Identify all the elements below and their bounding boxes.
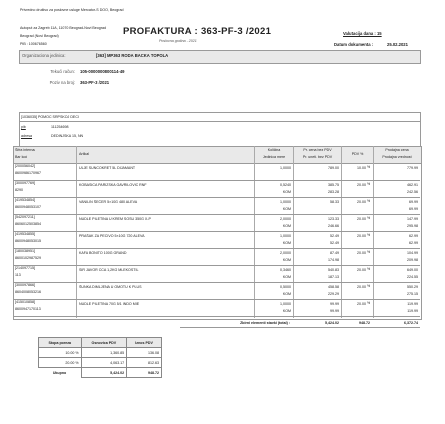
- row-unit: KOM: [282, 190, 291, 194]
- row-pdv: 20.00: [357, 268, 366, 272]
- customer-pib: 111254698: [51, 125, 69, 129]
- row-unit: KOM: [282, 292, 291, 296]
- row-barcode: 8600102987529: [15, 256, 41, 260]
- row-code: [200056042]: [15, 164, 35, 168]
- row-discount: 246.66: [328, 224, 339, 228]
- row-price: 87.49: [330, 251, 339, 255]
- row-discount: 52.49: [330, 241, 339, 245]
- row-name: PRAŠAK ZA PECIVO 5×10G 720 ALEVA: [79, 234, 145, 238]
- summary-rate-cell: 10.00 %: [39, 348, 82, 358]
- org-unit-value: [363] MP363 RODA BACKA TOPOLA: [96, 53, 169, 58]
- row-unit: KOM: [282, 309, 291, 313]
- col-price-header: Pr. cena bez PDV: [303, 148, 332, 152]
- company-pib: PIB : 100676560: [20, 42, 47, 46]
- document-date: 25.02.2021: [387, 42, 408, 47]
- row-qty: 0,5000: [280, 285, 291, 289]
- row-code: [415010858]: [15, 300, 35, 304]
- col-sale-value-header: Prodajna vrednost: [382, 155, 412, 159]
- row-price: 123.33: [328, 217, 339, 221]
- summary-total-label: Ukupno: [52, 370, 67, 375]
- row-code: [300097769]: [15, 181, 35, 185]
- summary-tax-header: Iznos PDV: [127, 338, 162, 348]
- customer-name: [1036035] POMOC SRPSKOJ DECI: [21, 115, 79, 119]
- row-vat-percent-sign: %: [367, 199, 371, 203]
- reference-label: Poziv na broj:: [49, 80, 75, 85]
- row-pcena: 69.99: [409, 200, 418, 204]
- row-pdv: 20.00: [357, 234, 366, 238]
- row-unit: KOM: [282, 207, 291, 211]
- row-vat-percent-sign: %: [367, 301, 371, 305]
- row-barcode: 113: [15, 273, 21, 277]
- row-code: [419534854]: [15, 198, 35, 202]
- totals-grand: 6,372.74: [404, 321, 418, 325]
- col-unit-header: Jedinica mere: [262, 155, 286, 159]
- row-barcode: 8600948053015: [15, 239, 41, 243]
- row-code: [180038951]: [15, 249, 35, 253]
- row-unit: KOM: [282, 275, 291, 279]
- row-unit: KOM: [282, 258, 291, 262]
- row-qty: 1,0000: [280, 302, 291, 306]
- row-pcena: 550.29: [407, 285, 418, 289]
- row-name: KOBASICA PARIZSKA GAVRILOVIC RNF: [79, 183, 147, 187]
- totals-base: 5,424.02: [325, 321, 339, 325]
- currency-days: Valutacija dana : 15: [343, 31, 382, 36]
- row-pcena: 147.99: [407, 217, 418, 221]
- customer-box: [19, 112, 421, 147]
- row-pdv: 20.00: [357, 183, 366, 187]
- summary-tax-cell: 812.63: [127, 358, 162, 368]
- row-unit: KOM: [282, 224, 291, 228]
- fiscal-year: Poslovna godina - 2021: [159, 39, 197, 43]
- row-pdv: 20.00: [357, 200, 366, 204]
- summary-total-base: 5,424.02: [81, 368, 127, 378]
- row-pvred: 62.99: [409, 241, 418, 245]
- row-pvred: 242.56: [407, 190, 418, 194]
- summary-rate-header: Stopa poreza: [39, 338, 82, 348]
- row-barcode: 8600947170113: [15, 307, 41, 311]
- row-name: ULJE SUNCOKRET 5L DIJAMANT: [79, 166, 136, 170]
- row-barcode: 8290: [15, 188, 23, 192]
- account-label: Tekući račun:: [50, 69, 75, 74]
- col-qty-header: Količina: [267, 148, 281, 152]
- row-pcena: 779.99: [407, 166, 418, 170]
- row-pcena: 62.99: [409, 234, 418, 238]
- row-pvred: 275.15: [407, 292, 418, 296]
- account-value: 105-0000000800114-49: [80, 69, 125, 74]
- row-discount: 229.29: [328, 292, 339, 296]
- row-vat-percent-sign: %: [367, 216, 371, 220]
- row-vat-percent-sign: %: [367, 165, 371, 169]
- row-pcena: 119.99: [407, 302, 418, 306]
- reference-value: 363-PF-3 /2021: [80, 80, 110, 85]
- row-barcode: 8604008053216: [15, 290, 41, 294]
- row-divider: [13, 316, 420, 317]
- summary-base-header: Osnovica PDV: [81, 338, 127, 348]
- row-pvred: 295.98: [407, 224, 418, 228]
- org-unit-label: Organizaciona jedinica:: [22, 53, 66, 58]
- customer-address: DEDINJSKA 15, NN: [51, 134, 84, 138]
- row-name: KAFA BONITO 100G GRAND: [79, 251, 127, 255]
- row-qty: 1,0000: [280, 234, 291, 238]
- summary-total-tax: 948.72: [127, 368, 162, 378]
- row-pcena: 104.99: [407, 251, 418, 255]
- row-code: [542097211]: [15, 215, 35, 219]
- row-pcena: 649.00: [407, 268, 418, 272]
- row-barcode: 8600948053107: [15, 205, 41, 209]
- row-pvred: 69.99: [409, 207, 418, 211]
- row-barcode: 8606012503854: [15, 222, 41, 226]
- company-name: Privredno društvo za poslovne usluge Mercator-S DOO, Beograd: [20, 8, 124, 12]
- row-price: 540.83: [328, 268, 339, 272]
- row-qty: 1,0000: [280, 200, 291, 204]
- row-name: ŠUNKA DIMLJENA U OMOTU K PLUS: [79, 285, 142, 289]
- row-pdv: 20.00: [357, 217, 366, 221]
- col-barcode-header: Bar kod: [15, 155, 28, 159]
- row-vat-percent-sign: %: [367, 267, 371, 271]
- col-item-header: Artikal: [79, 152, 89, 156]
- row-pdv: 20.00: [357, 302, 366, 306]
- vat-summary-table: [38, 337, 162, 378]
- row-price: 99.99: [330, 302, 339, 306]
- row-vat-percent-sign: %: [367, 233, 371, 237]
- org-unit-bar: [19, 50, 421, 64]
- row-discount: 283.28: [328, 190, 339, 194]
- row-pcena: 462.91: [407, 183, 418, 187]
- row-name: NUDLE PILETINA 70G 5/1 INDO MIE: [79, 302, 140, 306]
- row-unit: KOM: [282, 241, 291, 245]
- document-date-label: Datum dokumenta :: [334, 42, 374, 47]
- row-discount: 99.99: [330, 309, 339, 313]
- company-address: Autoput za Zagreb 11A, 11070 Beograd-Novi Beograd: [20, 26, 106, 30]
- row-vat-percent-sign: %: [367, 284, 371, 288]
- row-qty: 2,0000: [280, 217, 291, 221]
- row-code: [300097866]: [15, 283, 35, 287]
- row-barcode: 8600986170967: [15, 171, 41, 175]
- row-discount: 187.13: [328, 275, 339, 279]
- company-city: Beograd (Novi Beograd): [20, 34, 59, 38]
- row-qty: 1,0000: [280, 166, 291, 170]
- row-vat-percent-sign: %: [367, 250, 371, 254]
- row-pvred: 224.55: [407, 275, 418, 279]
- totals-vat: 948.72: [359, 321, 370, 325]
- col-vat-header: PDV %: [351, 152, 364, 156]
- summary-base-cell: 4,063.17: [81, 358, 127, 368]
- row-name: VANILIN ŠEĆER 5×10G 480 ALEVA: [79, 200, 138, 204]
- customer-pib-label: pib: [21, 125, 26, 129]
- col-sale-price-header: Prodajna cena: [385, 148, 409, 152]
- document-title: PROFAKTURA : 363-PF-3 /2021: [123, 26, 272, 37]
- row-price: 58.33: [330, 200, 339, 204]
- row-pvred: 119.99: [407, 309, 418, 313]
- row-price: 52.49: [330, 234, 339, 238]
- totals-label: Zbirni elementi stavki (total) :: [240, 321, 290, 325]
- row-qty: 0,5240: [280, 183, 291, 187]
- row-price: 385.75: [328, 183, 339, 187]
- row-price: 458.58: [328, 285, 339, 289]
- row-pdv: 10.00: [357, 166, 366, 170]
- row-code: [214097715]: [15, 266, 35, 270]
- summary-base-cell: 1,360.85: [81, 348, 127, 358]
- col-code-header: Šifra interna/: [15, 148, 36, 152]
- row-vat-percent-sign: %: [367, 182, 371, 186]
- row-price: 789.00: [328, 166, 339, 170]
- customer-divider: [19, 121, 420, 122]
- row-name: SIR JAVOR CCA 1,2KG MLEKOSTIL: [79, 268, 139, 272]
- row-qty: 0,3460: [280, 268, 291, 272]
- row-pdv: 20.00: [357, 285, 366, 289]
- row-pdv: 20.00: [357, 251, 366, 255]
- summary-tax-cell: 136.08: [127, 348, 162, 358]
- row-pvred: 209.98: [407, 258, 418, 262]
- row-discount: 174.98: [328, 258, 339, 262]
- row-code: [419534855]: [15, 232, 35, 236]
- col-discount-header: Pr. uneti. bez PDV: [302, 155, 333, 159]
- customer-address-label: adresa: [21, 134, 32, 138]
- row-name: NUDLE PILETINA U KREM SOSU 350G X-P: [79, 217, 151, 221]
- row-qty: 2,0000: [280, 251, 291, 255]
- summary-rate-cell: 20.00 %: [39, 358, 82, 368]
